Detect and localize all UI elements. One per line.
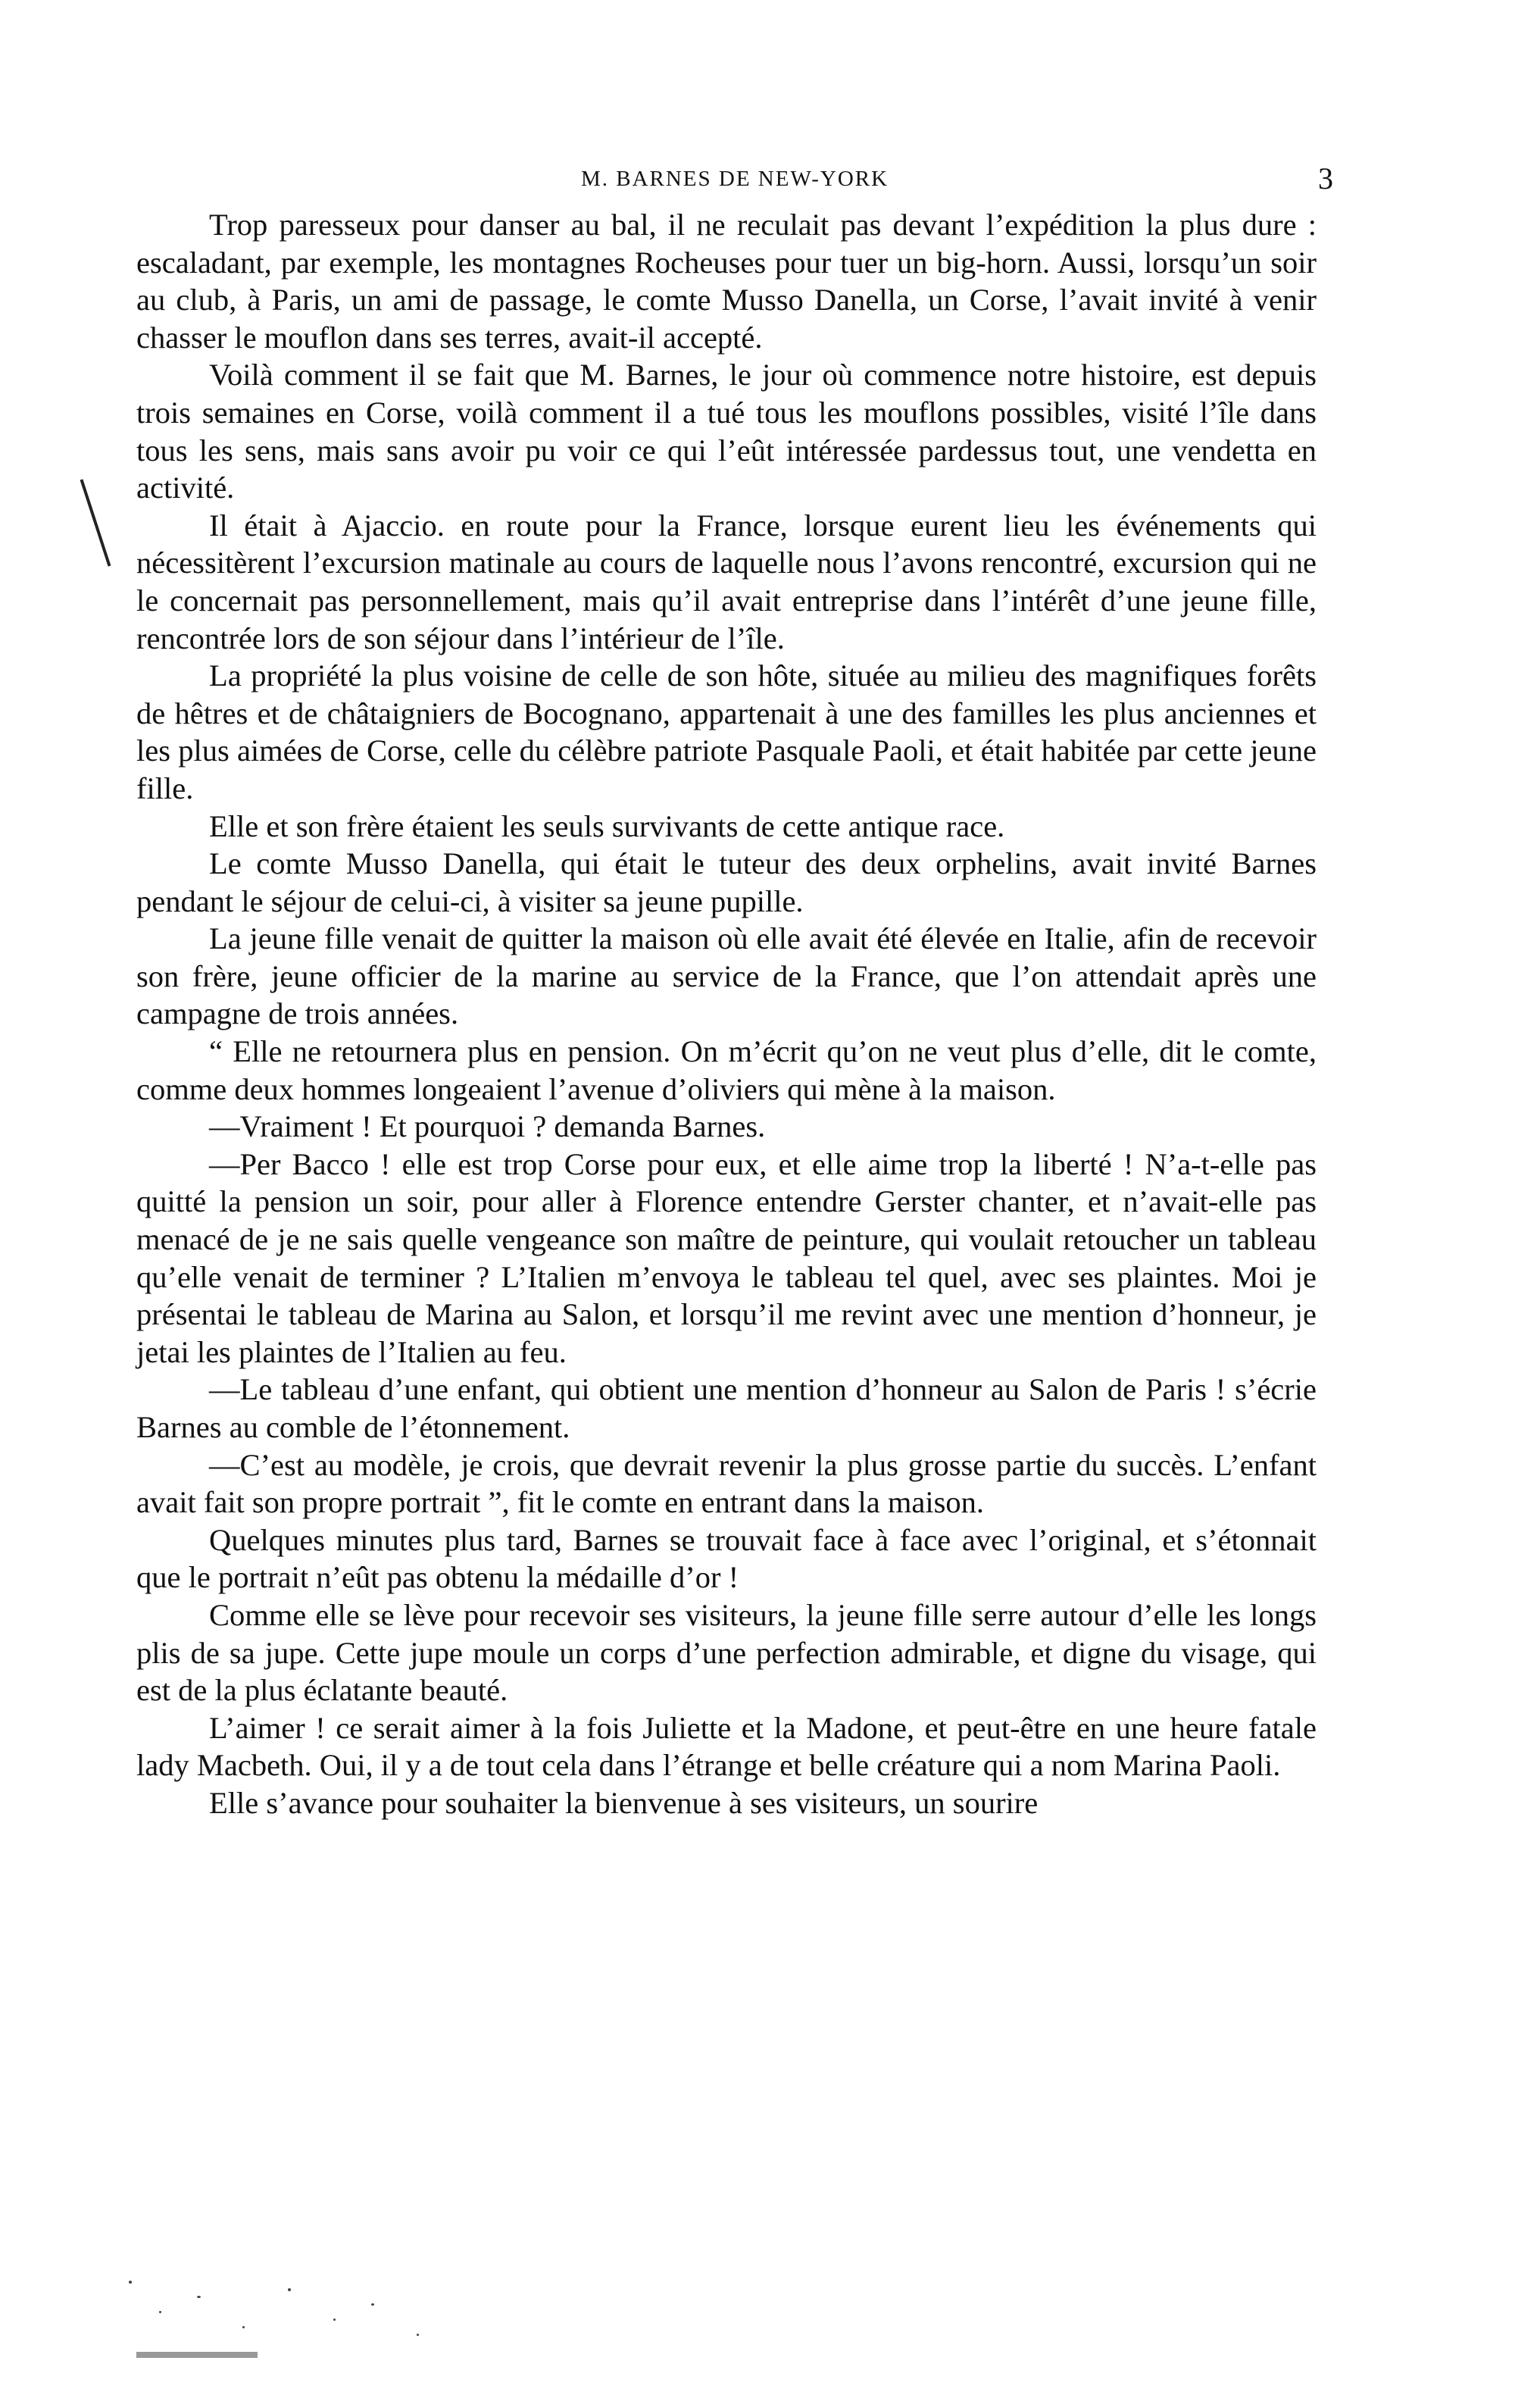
paragraph: La propriété la plus voisine de celle de son hôte, située au milieu des magnifiques forêts de hêtres et de châtaigniers de Bocognano, appartenait à une des familles les plus anciennes et les plus aimées de Corse, celle du célèbre patriote Pasquale Paoli, et était habitée par cette jeune fille. — [136, 658, 1317, 805]
paragraph: Comme elle se lève pour recevoir ses visiteurs, la jeune fille serre autour d’elle les longs plis de sa jupe. Cette jupe moule un corps d’une perfection admirable, et digne du visage, qui est de la plus éclatante beauté. — [136, 1597, 1317, 1708]
running-header — [136, 161, 1333, 199]
paragraph: Voilà comment il se fait que M. Barnes, le jour où commence notre histoire, est depuis trois semaines en Corse, voilà comment il a tué tous les mouflons possibles, visité l’île dans tous les sens, mais sans avoir pu voir ce qui l’eût intéressée pardessus tout, une vendetta en activité. — [136, 358, 1317, 505]
dialogue-paragraph: “ Elle ne retournera plus en pension. On m’écrit qu’on ne veut plus d’elle, dit le comte, comme deux hommes longeaient l’avenue d’oliviers qui mène à la maison. — [136, 1034, 1317, 1106]
paragraph: L’aimer ! ce serait aimer à la fois Juliette et la Madone, et peut-être en une heure fatale lady Macbeth. Oui, il y a de tout cela dans l’étrange et belle créature qui a nom Marina Paoli. — [136, 1710, 1317, 1783]
dialogue-paragraph: —Le tableau d’une enfant, qui obtient une mention d’honneur au Salon de Paris ! s’écrie Barnes au comble de l’étonnement. — [136, 1372, 1317, 1444]
dialogue-paragraph: —Vraiment ! Et pourquoi ? demanda Barnes. — [209, 1109, 766, 1144]
margin-pencil-mark — [82, 477, 112, 568]
paragraph: Elle s’avance pour souhaiter la bienvenue à ses visiteurs, un sourire — [209, 1785, 1039, 1820]
paragraph: Il était à Ajaccio. en route pour la France, lorsque eurent lieu les événements qui nécessitèrent l’excursion matinale au cours de laquelle nous l’avons rencontré, excursion qui ne le concernait pas personnellement, mais qu’il avait entreprise dans l’intérêt d’une jeune fille, rencontrée lors de son séjour dans l’intérieur de l’île. — [136, 508, 1317, 655]
paragraph: Trop paresseux pour danser au bal, il ne reculait pas devant l’expédition la plus dure : escaladant, par exemple, les montagnes Rocheuses pour tuer un big-horn. Aussi, lorsqu’un soir au club, à Paris, un ami de passage, le comte Musso Danella, un Corse, l’avait invité à venir chasser le mouflon dans ses terres, avait-il accepté. — [136, 208, 1317, 355]
body-text — [136, 206, 1317, 1822]
paragraph: Elle et son frère étaient les seuls survivants de cette antique race. — [209, 808, 1005, 843]
scan-specks — [114, 2258, 492, 2356]
paragraph: Quelques minutes plus tard, Barnes se trouvait face à face avec l’original, et s’étonnait que le portrait n’eût pas obtenu la médaille d’or ! — [136, 1522, 1317, 1595]
page-number: 3 — [1318, 161, 1333, 195]
dialogue-paragraph: —C’est au modèle, je crois, que devrait revenir la plus grosse partie du succès. L’enfant avait fait son propre portrait ”, fit le comte en entrant dans la maison. — [136, 1447, 1317, 1520]
paragraph: La jeune fille venait de quitter la maison où elle avait été élevée en Italie, afin de recevoir son frère, jeune officier de la marine au service de la France, que l’on attendait après une campagne de trois années. — [136, 921, 1317, 1031]
scan-artifact-rule — [136, 2352, 258, 2358]
running-title: M. BARNES DE NEW-YORK — [580, 167, 889, 191]
dialogue-paragraph: —Per Bacco ! elle est trop Corse pour eux, et elle aime trop la liberté ! N’a-t-elle pas quitté la pension un soir, pour aller à Florence entendre Gerster chanter, et n’avait-elle pas menacé de je ne sais quelle vengeance son maître de peinture, qui voulait retoucher un tableau qu’elle venait de terminer ? L’Italien m’envoya le tableau tel quel, avec ses plaintes. Moi je présentai le tableau de Marina au Salon, et lorsqu’il me revint avec une mention d’honneur, je jetai les plaintes de l’Italien au feu. — [136, 1146, 1317, 1369]
paragraph: Le comte Musso Danella, qui était le tuteur des deux orphelins, avait invité Barnes pendant le séjour de celui-ci, à visiter sa jeune pupille. — [136, 846, 1317, 918]
